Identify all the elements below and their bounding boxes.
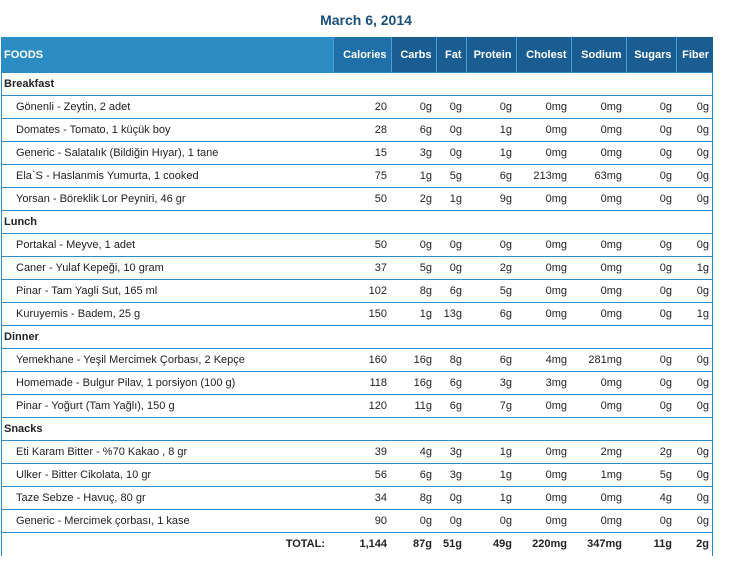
fat-cell: 6g bbox=[436, 280, 466, 303]
fat-cell: 1g bbox=[436, 188, 466, 211]
protein-cell: 9g bbox=[466, 188, 516, 211]
carbs-cell: 16g bbox=[391, 349, 436, 372]
calories-cell: 50 bbox=[333, 234, 391, 257]
fiber-cell: 0g bbox=[676, 487, 713, 510]
protein-cell: 3g bbox=[466, 372, 516, 395]
header-row bbox=[1, 37, 713, 73]
protein-cell: 6g bbox=[466, 349, 516, 372]
cholest-cell: 0mg bbox=[516, 234, 571, 257]
table-row bbox=[1, 165, 713, 188]
food-name-cell: Generic - Mercimek çorbası, 1 kase bbox=[1, 510, 333, 533]
page-title: March 6, 2014 bbox=[320, 12, 412, 28]
table-row bbox=[1, 96, 713, 119]
total-label: TOTAL: bbox=[285, 538, 325, 550]
sodium-cell: 0mg bbox=[571, 303, 626, 326]
fiber-cell: 0g bbox=[676, 188, 713, 211]
cholest-cell: 0mg bbox=[516, 188, 571, 211]
calories-cell: 118 bbox=[333, 372, 391, 395]
carbs-cell: 11g bbox=[391, 395, 436, 418]
fat-cell: 6g bbox=[436, 395, 466, 418]
meal-heading: Snacks bbox=[1, 418, 713, 441]
sodium-cell: 2mg bbox=[571, 441, 626, 464]
calories-cell: 56 bbox=[333, 464, 391, 487]
table-row bbox=[1, 234, 713, 257]
fat-cell: 0g bbox=[436, 510, 466, 533]
total-row bbox=[1, 533, 713, 556]
calories-cell: 150 bbox=[333, 303, 391, 326]
total-carbs: 87g bbox=[413, 538, 432, 550]
sugars-cell: 0g bbox=[626, 96, 676, 119]
calories-cell: 102 bbox=[333, 280, 391, 303]
table-row bbox=[1, 280, 713, 303]
carbs-cell: 6g bbox=[391, 464, 436, 487]
calories-cell: 160 bbox=[333, 349, 391, 372]
cholest-cell: 0mg bbox=[516, 257, 571, 280]
food-name-cell: Portakal - Meyve, 1 adet bbox=[1, 234, 333, 257]
carbs-cell: 6g bbox=[391, 119, 436, 142]
fat-cell: 0g bbox=[436, 142, 466, 165]
protein-cell: 6g bbox=[466, 303, 516, 326]
header-sugars: Sugars bbox=[626, 37, 676, 73]
fat-cell: 8g bbox=[436, 349, 466, 372]
sugars-cell: 0g bbox=[626, 257, 676, 280]
header-fat: Fat bbox=[436, 37, 466, 73]
fat-cell: 0g bbox=[436, 96, 466, 119]
carbs-cell: 0g bbox=[391, 96, 436, 119]
food-name-cell: Ulker - Bitter Cikolata, 10 gr bbox=[1, 464, 333, 487]
sugars-cell: 0g bbox=[626, 395, 676, 418]
table-row bbox=[1, 303, 713, 326]
fiber-cell: 0g bbox=[676, 165, 713, 188]
sugars-cell: 0g bbox=[626, 349, 676, 372]
header-calories: Calories bbox=[333, 37, 391, 73]
meal-heading: Dinner bbox=[1, 326, 713, 349]
sodium-cell: 0mg bbox=[571, 372, 626, 395]
calories-cell: 120 bbox=[333, 395, 391, 418]
carbs-cell: 5g bbox=[391, 257, 436, 280]
fiber-cell: 0g bbox=[676, 234, 713, 257]
food-name-cell: Gönenli - Zeytin, 2 adet bbox=[1, 96, 333, 119]
total-sodium: 347mg bbox=[587, 538, 622, 550]
header-cholest: Cholest bbox=[516, 37, 571, 73]
sugars-cell: 0g bbox=[626, 372, 676, 395]
fiber-cell: 0g bbox=[676, 372, 713, 395]
total-fat: 51g bbox=[443, 538, 462, 550]
meal-row-breakfast bbox=[1, 73, 713, 96]
carbs-cell: 8g bbox=[391, 280, 436, 303]
food-name-cell: Eti Karam Bitter - %70 Kakao , 8 gr bbox=[1, 441, 333, 464]
protein-cell: 6g bbox=[466, 165, 516, 188]
carbs-cell: 4g bbox=[391, 441, 436, 464]
food-name-cell: Generic - Salatalık (Bildiğin Hıyar), 1 tane bbox=[1, 142, 333, 165]
cholest-cell: 0mg bbox=[516, 303, 571, 326]
calories-cell: 75 bbox=[333, 165, 391, 188]
fat-cell: 0g bbox=[436, 234, 466, 257]
calories-cell: 50 bbox=[333, 188, 391, 211]
sodium-cell: 1mg bbox=[571, 464, 626, 487]
table-row bbox=[1, 372, 713, 395]
sugars-cell: 0g bbox=[626, 165, 676, 188]
fiber-cell: 0g bbox=[676, 464, 713, 487]
cholest-cell: 0mg bbox=[516, 441, 571, 464]
fiber-cell: 0g bbox=[676, 395, 713, 418]
header-sodium: Sodium bbox=[571, 37, 626, 73]
meal-heading: Breakfast bbox=[1, 73, 713, 96]
sugars-cell: 0g bbox=[626, 280, 676, 303]
cholest-cell: 4mg bbox=[516, 349, 571, 372]
protein-cell: 2g bbox=[466, 257, 516, 280]
meal-row-snacks bbox=[1, 418, 713, 441]
calories-cell: 90 bbox=[333, 510, 391, 533]
fiber-cell: 0g bbox=[676, 119, 713, 142]
cholest-cell: 0mg bbox=[516, 464, 571, 487]
total-sugars: 11g bbox=[653, 538, 672, 550]
calories-cell: 39 bbox=[333, 441, 391, 464]
protein-cell: 1g bbox=[466, 142, 516, 165]
protein-cell: 7g bbox=[466, 395, 516, 418]
fiber-cell: 0g bbox=[676, 510, 713, 533]
total-protein: 49g bbox=[493, 538, 512, 550]
header-protein: Protein bbox=[466, 37, 516, 73]
food-name-cell: Homemade - Bulgur Pilav, 1 porsiyon (100 g) bbox=[1, 372, 333, 395]
food-name-cell: Ela`S - Haslanmis Yumurta, 1 cooked bbox=[1, 165, 333, 188]
fiber-cell: 0g bbox=[676, 349, 713, 372]
fat-cell: 5g bbox=[436, 165, 466, 188]
table-row bbox=[1, 349, 713, 372]
cholest-cell: 0mg bbox=[516, 510, 571, 533]
table-row bbox=[1, 487, 713, 510]
sugars-cell: 2g bbox=[626, 441, 676, 464]
table-row bbox=[1, 257, 713, 280]
sodium-cell: 0mg bbox=[571, 257, 626, 280]
food-name-cell: Domates - Tomato, 1 küçük boy bbox=[1, 119, 333, 142]
meal-row-lunch bbox=[1, 211, 713, 234]
sugars-cell: 5g bbox=[626, 464, 676, 487]
sugars-cell: 0g bbox=[626, 303, 676, 326]
header-carbs: Carbs bbox=[391, 37, 436, 73]
protein-cell: 5g bbox=[466, 280, 516, 303]
sodium-cell: 0mg bbox=[571, 395, 626, 418]
fat-cell: 0g bbox=[436, 257, 466, 280]
food-name-cell: Kuruyemis - Badem, 25 g bbox=[1, 303, 333, 326]
meal-heading: Lunch bbox=[1, 211, 713, 234]
protein-cell: 1g bbox=[466, 119, 516, 142]
sodium-cell: 0mg bbox=[571, 188, 626, 211]
carbs-cell: 3g bbox=[391, 142, 436, 165]
carbs-cell: 1g bbox=[391, 303, 436, 326]
food-name-cell: Caner - Yulaf Kepeği, 10 gram bbox=[1, 257, 333, 280]
cholest-cell: 0mg bbox=[516, 142, 571, 165]
cholest-cell: 0mg bbox=[516, 280, 571, 303]
cholest-cell: 0mg bbox=[516, 96, 571, 119]
food-name-cell: Yemekhane - Yeşil Mercimek Çorbası, 2 Kepçe bbox=[1, 349, 333, 372]
carbs-cell: 8g bbox=[391, 487, 436, 510]
meal-row-dinner bbox=[1, 326, 713, 349]
protein-cell: 0g bbox=[466, 510, 516, 533]
table-row bbox=[1, 119, 713, 142]
food-name-cell: Pinar - Tam Yagli Sut, 165 ml bbox=[1, 280, 333, 303]
sugars-cell: 0g bbox=[626, 188, 676, 211]
protein-cell: 1g bbox=[466, 441, 516, 464]
fiber-cell: 1g bbox=[676, 303, 713, 326]
fat-cell: 6g bbox=[436, 372, 466, 395]
food-name-cell: Taze Sebze - Havuç, 80 gr bbox=[1, 487, 333, 510]
sodium-cell: 0mg bbox=[571, 487, 626, 510]
cholest-cell: 0mg bbox=[516, 487, 571, 510]
table-row bbox=[1, 142, 713, 165]
table-row bbox=[1, 441, 713, 464]
fat-cell: 3g bbox=[436, 441, 466, 464]
sugars-cell: 0g bbox=[626, 234, 676, 257]
calories-cell: 20 bbox=[333, 96, 391, 119]
fat-cell: 0g bbox=[436, 487, 466, 510]
cholest-cell: 0mg bbox=[516, 119, 571, 142]
sodium-cell: 0mg bbox=[571, 142, 626, 165]
fat-cell: 3g bbox=[436, 464, 466, 487]
fat-cell: 13g bbox=[436, 303, 466, 326]
protein-cell: 0g bbox=[466, 96, 516, 119]
sodium-cell: 0mg bbox=[571, 510, 626, 533]
sodium-cell: 0mg bbox=[571, 96, 626, 119]
sugars-cell: 0g bbox=[626, 119, 676, 142]
fiber-cell: 0g bbox=[676, 441, 713, 464]
protein-cell: 1g bbox=[466, 464, 516, 487]
table-row bbox=[1, 464, 713, 487]
food-name-cell: Pinar - Yoğurt (Tam Yağlı), 150 g bbox=[1, 395, 333, 418]
fiber-cell: 0g bbox=[676, 280, 713, 303]
protein-cell: 0g bbox=[466, 234, 516, 257]
fat-cell: 0g bbox=[436, 119, 466, 142]
carbs-cell: 0g bbox=[391, 510, 436, 533]
protein-cell: 1g bbox=[466, 487, 516, 510]
sodium-cell: 63mg bbox=[571, 165, 626, 188]
header-fiber: Fiber bbox=[676, 37, 713, 73]
sugars-cell: 4g bbox=[626, 487, 676, 510]
total-cholest: 220mg bbox=[532, 538, 567, 550]
fiber-cell: 1g bbox=[676, 257, 713, 280]
calories-cell: 28 bbox=[333, 119, 391, 142]
sodium-cell: 0mg bbox=[571, 119, 626, 142]
total-calories: 1,144 bbox=[359, 538, 387, 550]
header-foods: FOODS bbox=[1, 37, 333, 73]
carbs-cell: 16g bbox=[391, 372, 436, 395]
food-diary-table bbox=[1, 37, 713, 555]
sodium-cell: 0mg bbox=[571, 280, 626, 303]
food-name-cell: Yorsan - Böreklik Lor Peyniri, 46 gr bbox=[1, 188, 333, 211]
fiber-cell: 0g bbox=[676, 96, 713, 119]
total-fiber: 2g bbox=[696, 538, 709, 550]
fiber-cell: 0g bbox=[676, 142, 713, 165]
carbs-cell: 2g bbox=[391, 188, 436, 211]
calories-cell: 34 bbox=[333, 487, 391, 510]
cholest-cell: 3mg bbox=[516, 372, 571, 395]
cholest-cell: 213mg bbox=[516, 165, 571, 188]
sugars-cell: 0g bbox=[626, 142, 676, 165]
table-row bbox=[1, 395, 713, 418]
table-row bbox=[1, 188, 713, 211]
carbs-cell: 0g bbox=[391, 234, 436, 257]
calories-cell: 37 bbox=[333, 257, 391, 280]
carbs-cell: 1g bbox=[391, 165, 436, 188]
sodium-cell: 0mg bbox=[571, 234, 626, 257]
calories-cell: 15 bbox=[333, 142, 391, 165]
cholest-cell: 0mg bbox=[516, 395, 571, 418]
table-row bbox=[1, 510, 713, 533]
sugars-cell: 0g bbox=[626, 510, 676, 533]
sodium-cell: 281mg bbox=[571, 349, 626, 372]
